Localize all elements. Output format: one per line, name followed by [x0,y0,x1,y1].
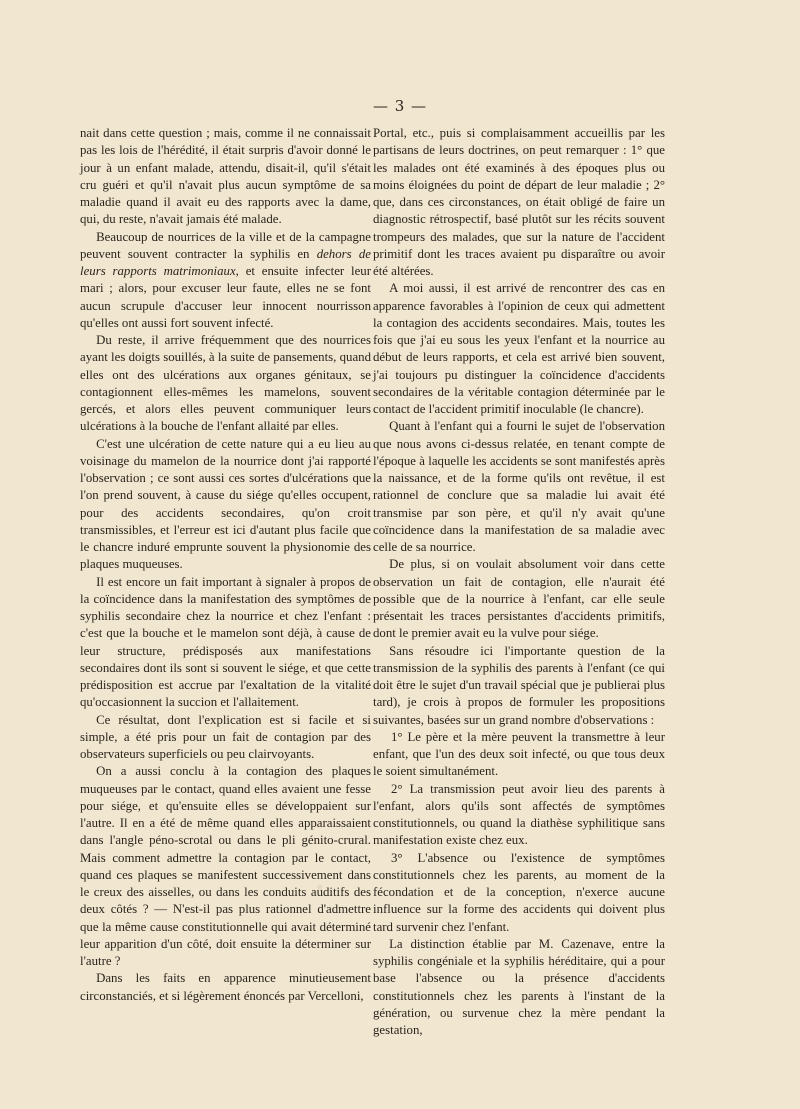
paragraph: Ce résultat, dont l'explication est si facile et si simple, a été pris pour un fait de contagion par des observateurs superficiels ou peu clairvoyants. [80,712,371,761]
paragraph: Sans résoudre ici l'importante question de la transmission de la syphilis des parents à l'enfant (ce qui doit être le sujet d'un travail spécial que je publierai plus tard), je crois à propos de formuler les propositions suivantes, basées sur un grand nombre d'observations : [373,643,665,727]
emphasis: dehors de leurs rapports matrimoniaux [80,246,372,278]
paragraph: C'est une ulcération de cette nature qui a eu lieu au voisinage du mamelon de la nourrice dont j'ai rapporté l'observation ; ce sont aussi ces sortes d'ulcérations que l'on prend souvent, à cause du siége qu'elles occupent, pour des accidents secondaires, qu'on croit transmissibles, et l'erreur est ici d'autant plus facile que le chancre induré emprunte souvent la physionomie des plaques muqueuses. [80,436,371,572]
list-item: 2° La transmission peut avoir lieu des parents à l'enfant, alors qu'ils sont affectés de symptômes constitutionnels, ou quand la diathèse syphilitique sans manifestation existe chez eux. [373,781,665,848]
paragraph: Du reste, il arrive fréquemment que des nourrices ayant les doigts souillés, à la suite de pansements, quand elles ont des ulcérations aux organes génitaux, se contagionnent elles-mêmes les mamelons, souvent gercés, et alors elles peuvent communiquer leurs ulcérations à la bouche de l'enfant allaité par elles. [80,333,371,434]
paragraph: nait dans cette question ; mais, comme il ne connaissait pas les lois de l'hérédité, il était surpris d'avoir donné le jour à un enfant malade, attendu, disait-il, qu'il s'était cru guéri et qu'il n'avait plus aucun symptôme de sa maladie quand il avait eu des rapports avec la dame, qui, du reste, n'avait jamais été malade. [80,126,371,227]
paragraph: Portal, etc., puis si complaisamment accueillis par les partisans de leurs doctrines, on peut remarquer : 1° que les malades ont été examinés à des époques plus ou moins éloignées du point de départ de leur maladie ; 2° que, dans ces circonstances, on était obligé de faire un diagnostic rétrospectif, basé plutôt sur les récits souvent trompeurs des malades, que sur la nature de l'accident primitif dont les traces avaient pu disparaître ou avoir été altérées. [373,126,665,278]
paragraph: Dans les faits en apparence minutieusement circonstanciés, et si légèrement énoncés par Vercelloni, [80,971,371,1003]
page-number: — 3 — [372,97,428,115]
paragraph: La distinction établie par M. Cazenave, entre la syphilis congéniale et la syphilis héréditaire, qui a pour base l'absence ou la présence d'accidents constitutionnels chez les parents à l'instant de la génération, ou survenue chez la mère pendant la gestation, [373,936,665,1037]
right-column [373,125,665,1039]
paragraph: A moi aussi, il est arrivé de rencontrer des cas en apparence favorables à l'opinion de ceux qui admettent la contagion des accidents secondaires. Mais, toutes les fois que j'ai eu sous les yeux l'enfant et la nourrice au début de leurs rapports, et cela est arrivé bien souvent, j'ai toujours pu distinguer la coïncidence d'accidents secondaires de la véritable contagion déterminée par le contact de l'accident primitif inoculable (le chancre). [373,281,665,416]
paragraph: Quant à l'enfant qui a fourni le sujet de l'observation que nous avons ci-dessus relatée, en tenant compte de l'époque à laquelle les accidents se sont manifestés après la naissance, et de la forme qu'ils ont revêtue, il est rationnel de conclure que sa maladie lui avait été transmise par son père, et qu'il n'y avait qu'une coïncidence dans la manifestation de sa maladie avec celle de sa nourrice. [373,419,665,554]
paragraph: On a aussi conclu à la contagion des plaques muqueuses par le contact, quand elles avaient une fesse pour siége, et qu'ensuite elles se développaient sur l'autre. Il en a été de même quand elles apparaissaient dans l'angle péno-scrotal ou dans le pli génito-crural. Mais comment admettre la contagion par le contact, quand ces plaques se manifestent successivement dans le creux des aisselles, ou dans les conduits auditifs des deux côtés ? — N'est-il pas plus rationnel d'admettre que la même cause constitutionnelle qui avait déterminé leur apparition d'un côté, doit ensuite la déterminer sur l'autre ? [80,764,371,968]
list-item: 1° Le père et la mère peuvent la transmettre à leur enfant, que l'un des deux soit infecté, ou que tous deux le soient simultanément. [373,729,665,779]
paragraph: Il est encore un fait important à signaler à propos de la coïncidence dans la manifestation des symptômes de syphilis secondaire chez la nourrice et chez l'enfant : c'est que la bouche et le mamelon sont déjà, à cause de leur structure, prédisposés aux manifestations secondaires dont ils sont si souvent le siége, et que cette prédisposition est accrue par l'exaltation de la vitalité qu'occasionnent la succion et l'allaitement. [80,574,371,710]
paragraph: Beaucoup de nourrices de la ville et de la campagne peuvent souvent contracter la syphilis en dehors de leurs rapports matrimoniaux, et ensuite infecter leur mari ; alors, pour excuser leur faute, elles ne se font aucun scrupule d'accuser leur innocent nourrisson qu'elles ont aussi fort souvent infecté. [80,229,372,330]
left-column [80,125,371,1005]
list-item: 3° L'absence ou l'existence de symptômes constitutionnels chez les parents, au moment de la fécondation et de la conception, n'exerce aucune influence sur la forme des accidents qui doivent plus tard survenir chez l'enfant. [373,850,665,934]
paragraph: De plus, si on voulait absolument voir dans cette observation un fait de contagion, elle n'aurait été possible que de la nourrice à l'enfant, car elle seule présentait les traces persistantes d'accidents primitifs, dont le premier avait eu la vulve pour siége. [373,557,665,641]
